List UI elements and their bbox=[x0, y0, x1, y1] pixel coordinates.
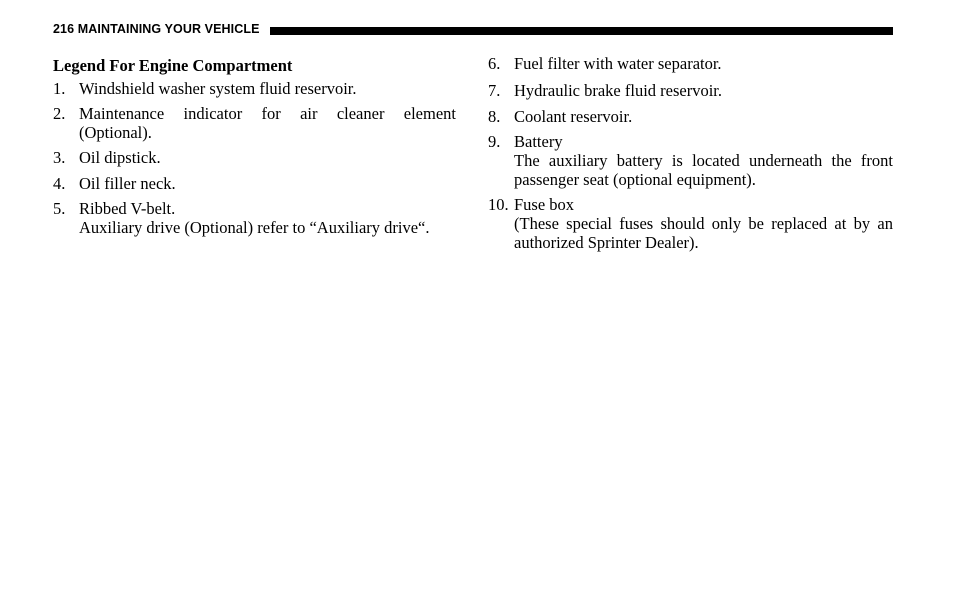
item-text: Oil dipstick. bbox=[79, 148, 161, 167]
legend-item-10 bbox=[488, 195, 893, 252]
item-number: 7. bbox=[488, 81, 501, 100]
header-label bbox=[53, 22, 260, 36]
legend-item-2 bbox=[53, 104, 456, 142]
item-text: Coolant reservoir. bbox=[514, 107, 633, 126]
item-body bbox=[514, 132, 893, 189]
right-column bbox=[488, 54, 893, 252]
item-body bbox=[79, 199, 456, 237]
item-number: 10. bbox=[488, 195, 509, 214]
left-column bbox=[53, 54, 456, 237]
legend-item-8 bbox=[488, 107, 893, 126]
legend-item-1 bbox=[53, 79, 456, 98]
page-number: 216 bbox=[53, 22, 75, 36]
item-text: Fuel filter with water separator. bbox=[514, 54, 722, 73]
item-number: 9. bbox=[488, 132, 501, 151]
item-text: Maintenance indicator for air cleaner element (Optional). bbox=[79, 104, 456, 142]
item-text: Fuse box bbox=[514, 195, 575, 214]
page-header bbox=[53, 20, 893, 38]
item-text: Battery bbox=[514, 132, 563, 151]
legend-item-9 bbox=[488, 132, 893, 189]
section-title: MAINTAINING YOUR VEHICLE bbox=[77, 22, 260, 36]
item-subtext: (These special fuses should only be replaced at by an authorized Sprinter Dealer). bbox=[514, 214, 893, 252]
legend-item-7 bbox=[488, 81, 893, 100]
item-text: Windshield washer system fluid reservoir. bbox=[79, 79, 357, 98]
item-number: 2. bbox=[53, 104, 66, 123]
legend-item-6 bbox=[488, 54, 893, 73]
legend-item-5 bbox=[53, 199, 456, 237]
item-number: 3. bbox=[53, 148, 66, 167]
item-subtext: The auxiliary battery is located underneath the front passenger seat (optional equipment). bbox=[514, 151, 893, 189]
item-text: Ribbed V-belt. bbox=[79, 199, 176, 218]
legend-item-4 bbox=[53, 174, 456, 193]
item-text: Hydraulic brake fluid reservoir. bbox=[514, 81, 723, 100]
legend-item-3 bbox=[53, 148, 456, 167]
item-number: 8. bbox=[488, 107, 501, 126]
item-number: 5. bbox=[53, 199, 66, 218]
item-number: 4. bbox=[53, 174, 66, 193]
header-rule bbox=[270, 27, 893, 35]
item-body bbox=[514, 195, 893, 252]
item-subtext: Auxiliary drive (Optional) refer to “Auxiliary drive“. bbox=[79, 218, 430, 237]
legend-title: Legend For Engine Compartment bbox=[53, 56, 293, 75]
item-text: Oil filler neck. bbox=[79, 174, 176, 193]
item-number: 1. bbox=[53, 79, 66, 98]
item-number: 6. bbox=[488, 54, 501, 73]
